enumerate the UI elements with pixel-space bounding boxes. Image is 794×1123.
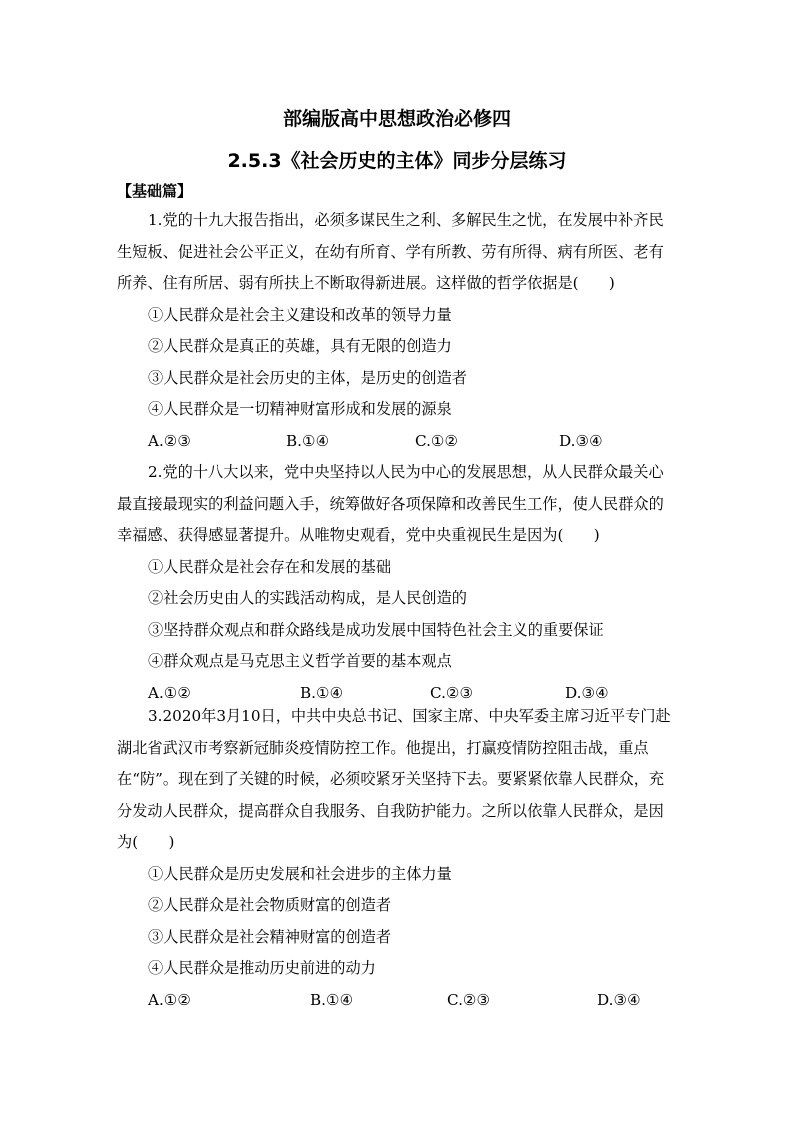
choice-d: D.③④ (559, 431, 603, 450)
choice-b: B.①④ (310, 990, 354, 1009)
statement-option: ④人民群众是一切精神财富形成和发展的源泉 (148, 400, 452, 418)
question-stem: 3.2020年3月10日，中共中央总书记、国家主席、中央军委主席习近平专门赴湖北省武汉市考察新冠肺炎疫情防控工作。他提出，打赢疫情防控阻击战，重点在“防”。现在到了关键的时候，必须咬紧牙关坚持下去。要紧紧依靠人民群众，充分发动人民群众，提高群众自我服务、自我防护能力。之所以依靠人民群众，是因为( ) (117, 707, 671, 851)
document-subtitle: 2.5.3《社会历史的主体》同步分层练习 (227, 150, 567, 172)
choice-c: C.②③ (447, 990, 491, 1009)
statement-option: ②人民群众是社会物质财富的创造者 (148, 896, 391, 914)
statement-option: ①人民群众是社会存在和发展的基础 (148, 557, 391, 576)
question-2 (117, 457, 673, 709)
choice-a: A.①② (148, 990, 192, 1009)
choice-c: C.②③ (430, 683, 474, 702)
question-stem: 2.党的十八大以来，党中央坚持以人民为中心的发展思想，从人民群众最关心最直接最现实的利益问题入手，统筹做好各项保障和改善民生工作，使人民群众的幸福感、获得感显著提升。从唯物史观看，党中央重视民生是因为( ) (117, 463, 664, 544)
statement-option: ④人民群众是推动历史前进的动力 (148, 959, 376, 977)
choice-c: C.①② (415, 431, 459, 450)
choice-b: B.①④ (300, 683, 344, 702)
choice-d: D.③④ (597, 990, 641, 1009)
statement-option: ①人民群众是社会主义建设和改革的领导力量 (148, 305, 452, 324)
choice-a: A.②③ (148, 431, 192, 450)
document-title: 部编版高中思想政治必修四 (282, 108, 511, 130)
answer-choices (117, 426, 673, 458)
statement-option: ③坚持群众观点和群众路线是成功发展中国特色社会主义的重要保证 (148, 620, 604, 639)
statement-option: ③人民群众是社会历史的主体，是历史的创造者 (148, 368, 467, 387)
statement-option: ②社会历史由人的实践活动构成，是人民创造的 (148, 589, 467, 607)
choice-a: A.①② (148, 683, 192, 702)
statement-option: ②人民群众是真正的英雄，具有无限的创造力 (148, 337, 452, 355)
choice-d: D.③④ (565, 683, 609, 702)
question-3 (117, 701, 673, 1016)
choice-b: B.①④ (286, 431, 330, 450)
section-heading: 【基础篇】 (117, 182, 193, 200)
statement-option: ③人民群众是社会精神财富的创造者 (148, 927, 391, 946)
statement-option: ①人民群众是历史发展和社会进步的主体力量 (148, 864, 452, 883)
answer-choices (117, 985, 673, 1017)
question-stem: 1.党的十九大报告指出，必须多谋民生之利、多解民生之忧，在发展中补齐民生短板、促进社会公平正义，在幼有所育、学有所教、劳有所得、病有所医、老有所养、住有所居、弱有所扶上不断取得新进展。这样做的哲学依据是( ) (117, 211, 664, 292)
question-1 (117, 205, 673, 457)
statement-option: ④群众观点是马克思主义哲学首要的基本观点 (148, 652, 452, 670)
